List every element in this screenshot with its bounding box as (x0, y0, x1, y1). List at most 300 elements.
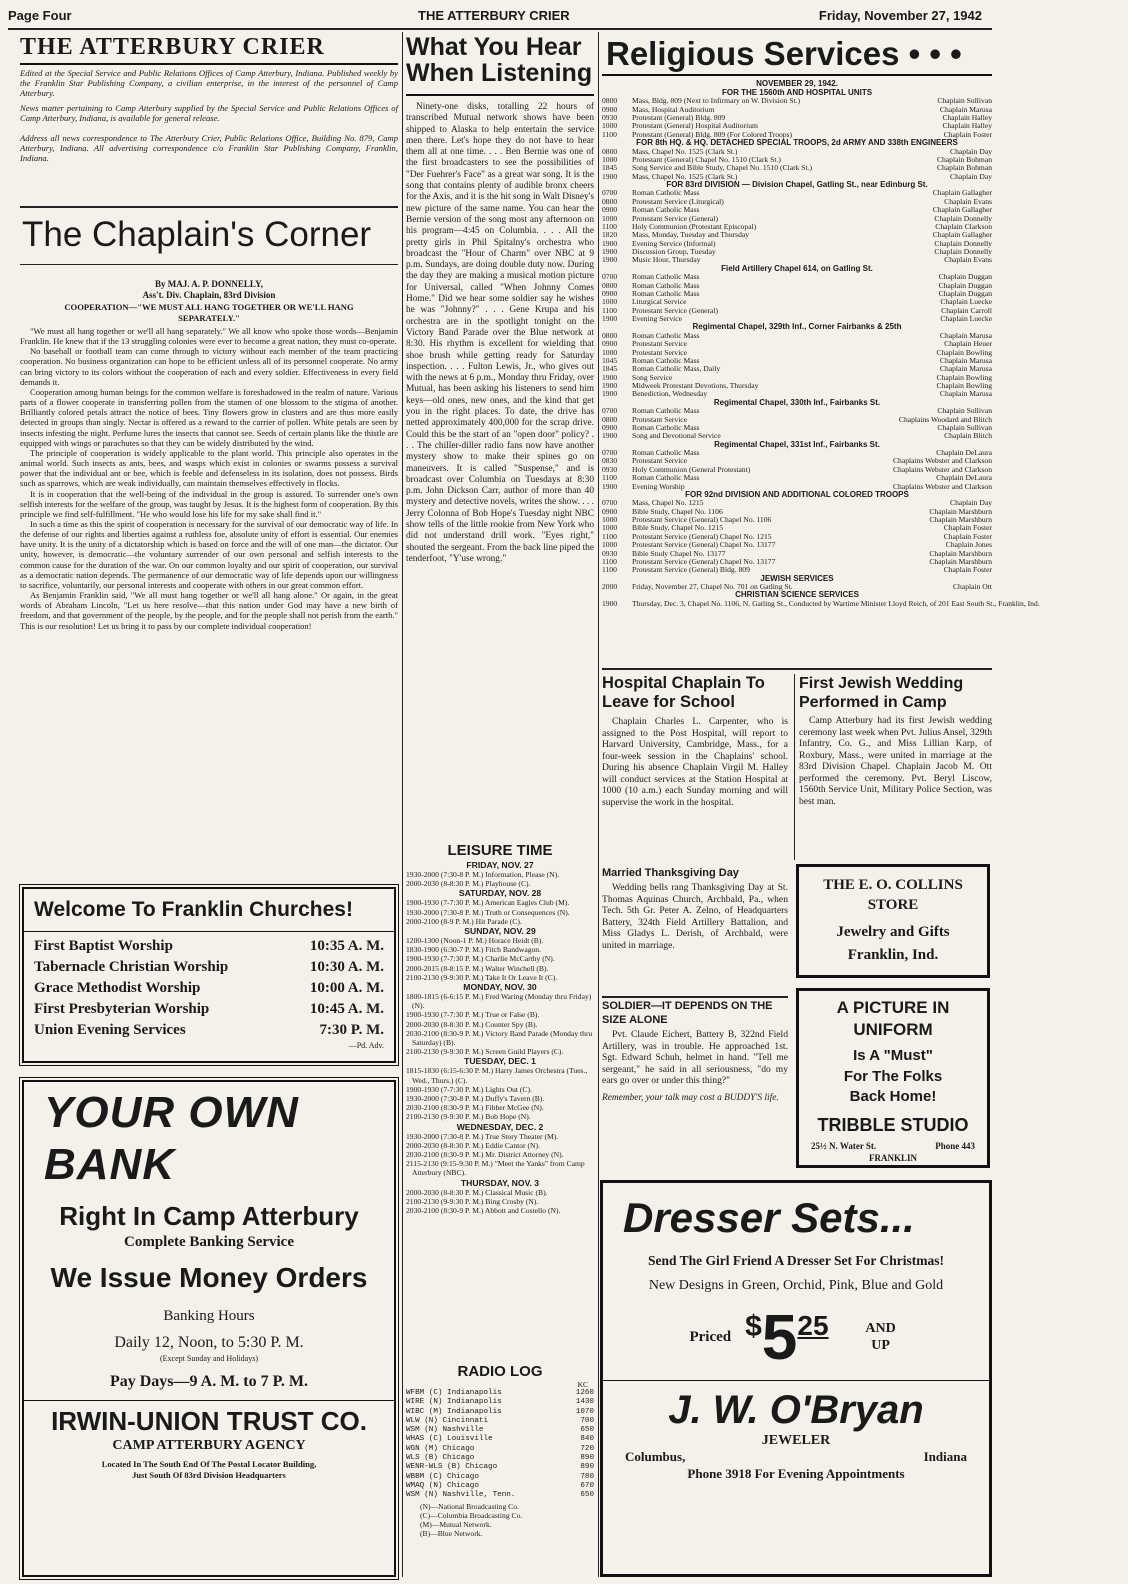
radio-station-row (406, 1454, 594, 1463)
column-rule-2 (598, 32, 599, 1577)
services-list (602, 96, 1040, 609)
radio-station-row (406, 1445, 594, 1454)
masthead-p2: News matter pertaining to Camp Atterbury supplied by the Special Service and Public Relations Offices of Camp Atterbury, Indiana, is available for general release. (20, 102, 398, 123)
service-chaplain: Chaplain Blitch (944, 431, 992, 441)
service-time: 1000 (602, 213, 618, 223)
radio-station-row (406, 1473, 594, 1482)
service-chaplain: Chaplain Donnelly (934, 238, 992, 248)
service-chaplain: Chaplain Day (950, 146, 992, 156)
service-chaplain: Chaplain Day (950, 498, 992, 508)
service-desc: Mass, Chapel No. 1215 (632, 498, 704, 508)
service-time: 1100 (602, 473, 617, 483)
service-desc: Bible Study Chapel No. 13177 (632, 548, 726, 558)
service-desc: Thursday, Dec. 3, Chapel No. 1106, N. Gatling St., Conducted by Wartime Minister Lloyd Reich, of 201 East South St., Franklin, Ind. (632, 599, 1040, 609)
service-chaplain: Chaplains Webster and Clarkson (892, 464, 992, 474)
service-chaplain: Chaplain Halley (942, 121, 992, 131)
chaplain-paragraph: "We must all hang together or we'll all hang separately." We all know who spoke those words—Benjamin Franklin. He knew that if the 13 struggling colonies were ever to become a great nation, they must co-operate. (20, 326, 398, 347)
service-chaplain: Chaplain Marshburn (929, 506, 992, 516)
radio-article (406, 34, 594, 838)
service-chaplain: Chaplain Duggan (938, 280, 992, 290)
service-time: 0930 (602, 112, 618, 122)
leisure-time (406, 842, 594, 1362)
radio-station: WIRE (N) Indianapolis (406, 1398, 502, 1407)
radio-kc-value: 720 (580, 1444, 594, 1453)
leisure-item: 2100-2130 (9-9:30 P. M.) Take It Or Leave It (C). (406, 972, 558, 982)
bank-l9: Pay Days—9 A. M. to 7 P. M. (109, 1373, 309, 1390)
service-time: 0700 (602, 272, 618, 282)
radio-log (406, 1363, 594, 1577)
bank-l8: (Except Sunday and Holidays) (160, 1354, 258, 1363)
service-time: 1900 (602, 238, 618, 248)
churches-rule (24, 931, 394, 932)
church-time: 10:45 A. M. (309, 1001, 384, 1017)
service-time: 0800 (602, 280, 618, 290)
service-chaplain: Chaplain Marusa (939, 389, 992, 399)
service-time: 1100 (602, 556, 617, 566)
service-time: 1900 (602, 246, 618, 256)
service-desc: Discussion Group, Tuesday (632, 246, 716, 256)
service-time: 1000 (602, 523, 618, 533)
service-desc: Mass, Chapel No. 1525 (Clark St.) (632, 171, 738, 181)
leisure-list (406, 860, 594, 1215)
service-chaplain: Chaplain Bowling (936, 347, 992, 357)
service-time: 1900 (602, 599, 618, 609)
leisure-item: 1930-2000 (7:30-8 P. M.) Truth or Consequences (N). (406, 907, 570, 917)
church-name: First Presbyterian Worship (34, 1001, 210, 1017)
radio-kc-value: 890 (580, 1454, 594, 1463)
service-time: 0800 (602, 146, 618, 156)
service-time: 1845 (602, 163, 618, 173)
chaplain-paragraph: The principle of cooperation is widely applicable to the plant world. This principle also operates in the animal world. Such insects as ants, bees, and wasps which exist in colonies or swarms possess a survival power that the individual ant or bee, which is feeble and defenseless in its isolation, does not possess. Birds such as sparrows, which are weak individually, can maintain themselves effectively in flocks. (20, 447, 398, 489)
service-time: 1000 (602, 540, 618, 550)
service-chaplain: Chaplain Donnelly (934, 213, 992, 223)
column-rule-1 (402, 32, 403, 1577)
radio-station: WSM (N) Nashville (406, 1426, 484, 1435)
bank-l4: Complete Banking Service (124, 1234, 294, 1250)
church-time: 7:30 P. M. (319, 1022, 384, 1038)
leisure-item: 1900-1930 (7-7:30 P. M.) True or False (B). (406, 1010, 540, 1020)
radio-kc: KC (577, 1380, 588, 1389)
leisure-headline: LEISURE TIME (447, 842, 553, 859)
radio-station-row (406, 1463, 594, 1472)
radio-station: WLS (B) Chicago (406, 1454, 475, 1463)
leisure-item: 2100-2130 (9-9:30 P. M.) Screen Guild Players (C). (406, 1047, 564, 1057)
bank-l13: Just South Of 83rd Division Headquarters (132, 1470, 286, 1480)
radio-station-row (406, 1398, 594, 1407)
leisure-item: 1815-1830 (6:15-6:30 P. M.) Harry James Orchestra (Tues., Wed., Thurs.) (C). (406, 1066, 588, 1085)
religious-units: FOR THE 1560th AND HOSPITAL UNITS (721, 87, 873, 97)
service-time: 0800 (602, 96, 618, 106)
service-desc: Protestant (General) Bldg. 809 (632, 112, 726, 122)
dresser-jeweler: JEWELER (761, 1433, 831, 1448)
service-desc: Roman Catholic Mass (632, 406, 700, 416)
dresser-phone: Phone 3918 For Evening Appointments (687, 1466, 905, 1481)
tribble-l1: A PICTURE IN UNIFORM (836, 998, 950, 1039)
service-chaplain: Chaplain Clarkson (935, 221, 992, 231)
jewish-wedding-article (794, 674, 992, 860)
service-time: 0900 (602, 205, 618, 215)
radio-station-row (406, 1426, 594, 1435)
service-chaplain: Chaplain Bowling (936, 380, 992, 390)
radio-kc-value: 840 (580, 1435, 594, 1444)
radio-kc-value: 650 (580, 1426, 594, 1435)
dresser-l2: Send The Girl Friend A Dresser Set For Christmas! (648, 1253, 944, 1268)
radio-station: WFBM (C) Indianapolis (406, 1389, 502, 1397)
service-chaplain: Chaplain Marusa (939, 104, 992, 114)
service-chaplain: Chaplain Halley (942, 112, 992, 122)
service-row (602, 599, 1040, 609)
radio-legend-line: (M)—Mutual Network. (420, 1519, 492, 1529)
leisure-item: 2030-2100 (8:30-9 P. M.) Victory Band Parade (Monday thru Saturday) (B). (406, 1028, 593, 1048)
service-time: 0800 (602, 196, 618, 206)
leisure-day: SUNDAY, NOV. 29 (464, 926, 536, 937)
religious-services (602, 34, 1040, 666)
bank-l1: YOUR OWN (44, 1088, 299, 1137)
tribble-l4: Back Home! (849, 1088, 937, 1105)
service-group-head: Regimental Chapel, 330th Inf., Fairbanks St. (713, 397, 881, 407)
hear-head-1: What You Hear (406, 33, 582, 61)
masthead-p3: Address all news correspondence to The Atterbury Crier, Public Relations Office, Building No. 879, Camp Atterbury, Indiana. All advertising correspondence c/o Franklin Star Publishing Company, Franklin, Indiana. (20, 133, 398, 164)
service-group-head: CHRISTIAN SCIENCE SERVICES (735, 590, 859, 600)
dresser-whole: 5 (761, 1301, 798, 1373)
leisure-item: 1930-2000 (7:30-8 P. M.) True Story Theater (M). (406, 1131, 559, 1141)
radio-station-row (406, 1408, 594, 1417)
masthead-title: THE ATTERBURY CRIER (20, 34, 398, 65)
dresser-name: J. W. O'Bryan (668, 1388, 924, 1432)
dresser-priced: Priced (689, 1328, 732, 1345)
radio-station: WGN (M) Chicago (406, 1444, 475, 1453)
service-chaplain (1040, 600, 1128, 608)
service-time: 0800 (602, 330, 618, 340)
church-row (34, 957, 384, 978)
service-chaplain: Chaplain Marusa (939, 364, 992, 374)
chaplain-head-rule (20, 264, 398, 265)
chaplain-article (20, 212, 398, 880)
service-group-head: FOR 8th HQ. & HQ. DETACHED SPECIAL TROOPS, 2d ARMY AND 338th ENGINEERS (636, 137, 958, 147)
leisure-item: 2000-2030 (8-8:30 P. M.) Playhouse (C). (406, 879, 531, 889)
service-time: 1000 (602, 121, 618, 131)
radio-station: WENR-WLS (B) Chicago (406, 1463, 498, 1472)
dresser-rule (603, 1380, 989, 1381)
service-desc: Evening Service (Informal) (632, 238, 716, 248)
service-chaplain: Chaplain DeLaura (936, 473, 992, 483)
service-chaplain: Chaplain Duggan (938, 272, 992, 282)
thanks-body: Wedding bells rang Thanksgiving Day at St. Thomas Aquinas Church, Archbald, Pa., when Tech. 5th Gr. Peter A. Zelno, of Headquarters Battery, 324th Field Artillery Battalion, and Miss Gladys L. Derish, of Archbald, were united in marriage. (602, 882, 788, 951)
service-desc: Protestant Service (General) Bldg. 809 (632, 565, 750, 575)
chaplain-paragraph: It is in cooperation that the well-being of the individual in the group is assured. To surrender one's own selfish interests for the welfare of the group, was taught by Jesus. It is the highest form of cooperation. By this principle we find self-fulfillment. "He who would lose his life for my sake shall find it." (20, 488, 398, 519)
service-time: 0900 (602, 422, 618, 432)
service-chaplain: Chaplain Foster (943, 565, 992, 575)
religious-headline: Religious Services • • • (602, 34, 992, 76)
service-desc: Protestant Service (General) (632, 213, 719, 223)
service-group-head: FOR 83rd DIVISION — Division Chapel, Gatling St., near Edinburg St. (666, 179, 928, 189)
leisure-item: 1830-1900 (6:30-7 P. M.) Fitch Bandwagon. (406, 945, 541, 955)
church-row (34, 936, 384, 957)
leisure-item: 1930-2000 (7:30-8 P. M.) Information, Please (N). (406, 870, 560, 879)
hear-rule (406, 94, 594, 96)
service-time: 2000 (602, 582, 618, 592)
service-time: 1845 (602, 364, 618, 374)
service-desc: Roman Catholic Mass (632, 448, 700, 458)
bank-l6: Banking Hours (163, 1308, 255, 1324)
service-chaplain: Chaplain Foster (943, 531, 992, 541)
service-chaplain: Chaplain Bohman (936, 163, 992, 173)
service-group-head: Regimental Chapel, 329th Inf., Corner Fairbanks & 25th (692, 322, 902, 332)
leisure-day: THURSDAY, NOV. 3 (460, 1177, 540, 1188)
radio-legend-line: (N)—National Broadcasting Co. (420, 1501, 519, 1511)
service-desc: Holy Communion (Protestant Episcopal) (632, 221, 757, 231)
collins-l2: Jewelry and Gifts (836, 924, 950, 940)
service-desc: Protestant Service (632, 456, 688, 466)
tribble-l8: FRANKLIN (868, 1153, 917, 1163)
service-time: 0830 (602, 456, 618, 466)
soldier-article (602, 1000, 788, 1168)
collins-head: THE E. O. COLLINS STORE (823, 877, 963, 913)
service-time: 0800 (602, 414, 618, 424)
hospital-headline: Hospital Chaplain To Leave for School (602, 674, 765, 711)
church-name: Union Evening Services (34, 1022, 186, 1038)
service-chaplain: Chaplain Bohman (936, 154, 992, 164)
bank-l5: We Issue Money Orders (50, 1262, 368, 1293)
church-row (34, 978, 384, 999)
service-desc: Roman Catholic Mass (632, 280, 700, 290)
service-desc: Friday, November 27, Chapel No. 701 on Gatling St. (632, 582, 793, 592)
tribble-l3: For The Folks (843, 1068, 943, 1085)
service-time: 0700 (602, 406, 618, 416)
service-desc: Song Service (632, 372, 673, 382)
service-time: 0930 (602, 464, 618, 474)
service-chaplain: Chaplains Woodard and Blitch (898, 414, 992, 424)
service-time: 1045 (602, 355, 618, 365)
soldier-remember: Remember, your talk may cost a BUDDY'S life. (602, 1092, 779, 1103)
churches-adv: —Pd. Adv. (348, 1041, 384, 1050)
radio-station-row (406, 1482, 594, 1491)
service-desc: Evening Service (632, 313, 682, 323)
hear-body: Ninety-one disks, totalling 22 hours of transcribed Mutual network shows have been shipped to Alaska to help entertain the service men there. Let's hope they do not have to hear them all at one time. . . . Ben Bernie was one of the first broadcasters to see the possibilities of "Der Fuehrer's Face" as a great war song. It is the song that contains plenty of audible bronx cheers for the Axis, and it is the hit song in Walt Disney's new picture of the same name. You can hear the Bernie version of the song most any afternoon on his program—4:45 on Columbia. . . . All the pretty girls in Phil Spitalny's orchestra who broadcast the "Hour of Charm" over NBC at 9 p.m. Sundays, are doing double duty now. During the day they are making a musical motion picture for Universal, called "When Johnny Comes Home." Did we hear some soldier say he wishes he was "Johnny?" . . . Gene Krupa and his orchestra are in the spotlight tonight on the Victory Band Parade over the Blue network at 8:30. His rhythm is excellent for wielding that shoe brush while getting ready for Saturday inspection. . . . Fulton Lewis, Jr., who gives out with the news at 6 p.m., Monday thru Friday, over Mutual, has been asking his listeners to send him keys—old ones, new ones, and the kind that get you in the right places. To date, the drive has netted approximately 400,000 for the scrap drive. Could this be the start of an "open door" policy? . . . The chiller-diller radio fans now have another mystery show to make their spines go on maneuvers. It is called "Suspense," and is broadcast over Columbia on Tuesdays at 8:30 p.m. John Dickson Carr, author of more than 40 mystery and detective novels, writes the show. . . . Jerry Colonna of Bob Hope's Tuesday night NBC show tells of the little rookie from New York who did not understand drill work. "Eyes right," shouted the sergeant. From the back line piped the tenderfoot, "Y'use wrong." (406, 102, 594, 564)
church-name: First Baptist Worship (34, 938, 173, 954)
dresser-head: Dresser Sets... (623, 1194, 915, 1241)
radio-headline: RADIO LOG (457, 1363, 543, 1380)
bank-l11: CAMP ATTERBURY AGENCY (112, 1438, 306, 1453)
radio-kc-value: 780 (580, 1472, 594, 1481)
collins-ad (796, 864, 990, 978)
leisure-day: SATURDAY, NOV. 28 (458, 888, 542, 899)
church-time: 10:30 A. M. (309, 959, 384, 975)
service-chaplain: Chaplain Gallagher (932, 230, 992, 240)
radio-station: WBBM (C) Chicago (406, 1472, 479, 1481)
dresser-city-row (615, 1449, 977, 1465)
dresser-dollar: $ (745, 1310, 762, 1343)
bank-l2: BANK (44, 1140, 176, 1189)
service-desc: Holy Communion (General Protestant) (632, 464, 751, 474)
leisure-item: 1800-1815 (6-6:15 P. M.) Fred Waring (Monday thru Friday) (N). (406, 992, 592, 1011)
services-rule (602, 668, 992, 670)
service-desc: Protestant Service (General) Chapel No. 13177 (632, 540, 776, 550)
service-time: 1900 (602, 380, 618, 390)
service-chaplain: Chaplain Marusa (939, 355, 992, 365)
dresser-andup: AND UP (865, 1321, 896, 1353)
chaplain-paragraph: No baseball or football team can come through to victory without each member of the team practicing cooperation. No business organization can hope to be efficient unless all of its personnel cooperate. No army can bring victory to its colors without the cooperation of each and every soldier. Effectiveness in every field demands it. (20, 346, 398, 387)
folio-line (8, 8, 988, 26)
service-desc: Protestant Service (General) (632, 305, 719, 315)
service-desc: Music Hour, Thursday (632, 255, 701, 265)
church-row (34, 999, 384, 1020)
leisure-item: 1900-1930 (7-7:30 P. M.) Charlie McCarthy (N). (406, 954, 555, 964)
radio-station-row (406, 1435, 594, 1444)
service-time: 0900 (602, 506, 618, 516)
service-desc: Song Service and Bible Study, Chapel No. 1510 (Clark St.) (632, 163, 813, 173)
service-time: 1900 (602, 481, 618, 491)
leisure-item: 2030-2100 (8:30-9 P. M.) Abbott and Costello (N). (406, 1206, 561, 1216)
service-group-head: FOR 92nd DIVISION AND ADDITIONAL COLORED TROOPS (685, 489, 909, 499)
service-desc: Midweek Protestant Devotions, Thursday (632, 380, 759, 390)
tribble-address-row (805, 1137, 981, 1151)
service-time: 0700 (602, 498, 618, 508)
service-chaplain: Chaplain Foster (943, 523, 992, 533)
tribble-l7: Phone 443 (935, 1141, 975, 1151)
service-desc: Protestant Service (632, 414, 688, 424)
service-desc: Protestant Service (General) Chapel No. 13177 (632, 556, 776, 566)
service-time: 1900 (602, 431, 618, 441)
service-chaplain: Chaplain Luecke (940, 297, 992, 307)
service-time: 1900 (602, 171, 618, 181)
leisure-day: FRIDAY, NOV. 27 (466, 860, 534, 870)
service-chaplain: Chaplain Marshburn (929, 548, 992, 558)
dresser-price-row (615, 1302, 977, 1372)
churches-ad (22, 887, 396, 1063)
leisure-day: WEDNESDAY, DEC. 2 (456, 1121, 544, 1132)
chaplain-headline: The Chaplain's Corner (22, 215, 372, 254)
service-group-head: Regimental Chapel, 331st Inf., Fairbanks St. (714, 439, 880, 449)
service-time: 1900 (602, 389, 618, 399)
service-chaplain: Chaplain Donnelly (934, 246, 992, 256)
dresser-l3: New Designs in Green, Orchid, Pink, Blue and Gold (648, 1278, 944, 1293)
service-chaplain: Chaplains Webster and Clarkson (892, 481, 992, 491)
service-desc: Evening Worship (632, 481, 685, 491)
radio-station: WHAS (C) Louisville (406, 1435, 493, 1444)
chaplain-title: Ass't. Div. Chaplain, 83rd Division (142, 290, 276, 300)
dresser-ad (600, 1180, 992, 1577)
tribble-l6: 25½ N. Water St. (811, 1141, 877, 1151)
folio-date: Friday, November 27, 1942 (818, 8, 982, 23)
service-chaplain: Chaplain Heuer (944, 339, 992, 349)
service-desc: Protestant Service (General) Chapel No. 1215 (632, 531, 772, 541)
radio-station: WSM (N) Nashville, Tenn. (406, 1491, 516, 1500)
radio-station: WLW (N) Cincinnati (406, 1416, 489, 1425)
service-time: 1000 (602, 347, 618, 357)
service-chaplain: Chaplain Duggan (938, 288, 992, 298)
service-time: 1000 (602, 297, 618, 307)
service-chaplain: Chaplain Marshburn (929, 515, 992, 525)
leisure-day: MONDAY, NOV. 30 (463, 982, 537, 993)
folio-page: Page Four (8, 8, 72, 23)
service-desc: Benediction, Wednesday (632, 389, 708, 399)
chaplain-paragraph: As Benjamin Franklin said, "We all must hang together or we'll all hang alone." Or again, in the great words of Abraham Lincoln, "Let us here resolve—that this nation under God may have a new birth of freedom, and that government of the people, by the people, and for the people shall not perish from the earth." This is our resolution! Let us bring it to pass by our complete individual cooperation! (20, 590, 398, 631)
bank-l7: Daily 12, Noon, to 5:30 P. M. (114, 1334, 304, 1351)
leisure-item: 2000-2030 (8-8:30 P. M.) Eddie Cantor (N). (406, 1140, 540, 1150)
radio-list (406, 1389, 594, 1501)
radio-kc-value: 1260 (575, 1389, 594, 1397)
leisure-item: 1900-1930 (7-7:30 P. M.) American Eagles Club (M). (406, 898, 570, 908)
service-chaplain: Chaplains Webster and Clarkson (892, 456, 992, 466)
service-desc: Mass, Bldg. 809 (Next to Infirmary on W. Division St.) (632, 96, 801, 106)
service-time: 0700 (602, 448, 618, 458)
chaplain-paragraph: Cooperation among human beings for the common welfare is foreshadowed in the realm of nature. Various parts of a flower cooperate in transferring pollen from the stamen of one blossom to the stigma of another. Brilliantly colored petals attract the notice of bees. Tiny flowers grow in clusters and are thus more easily detected in groups than singly. Nectar is offered as a reward to the carrier of pollen. White petals are seen by insects infesting the night. Perfume lures the insects that cannot see. Seeds of certain plants like the thistle are equipped with wings or parachutes so that they can be widely distributed by the wind. (20, 386, 398, 448)
religious-date: NOVEMBER 29, 1942. (756, 79, 838, 88)
church-time: 10:35 A. M. (309, 938, 384, 954)
church-name: Tabernacle Christian Worship (34, 959, 229, 975)
chaplain-paragraph: In such a time as this the spirit of cooperation is necessary for the survival of our democratic way of life. In the defense of our rights and liberties against a ruthless foe, absolute unity of effort is essential. Our enemies have unity. It is the unity of a dictatorship which is based on force and the will of one man—the dictator. Our unity, however, is democratic—the voluntary surrender of our own personal and selfish interests to the common cause for the duration of the war. On our common loyalty and our spirit of cooperation, our survival as a democratic nation depends. The permanence of our democratic way of life depends upon our willingness to sacrifice, voluntarily, our personal interests and cooperate with others in our great common effort. (20, 518, 398, 590)
radio-station-row (406, 1491, 594, 1500)
service-desc: Mass, Monday, Tuesday and Thursday (632, 230, 750, 240)
service-desc: Liturgical Service (632, 297, 687, 307)
dresser-cents: 25 (797, 1310, 829, 1341)
service-desc: Protestant Service (632, 347, 688, 357)
radio-kc-value: 1070 (575, 1407, 594, 1416)
thanks-headline: Married Thanksgiving Day (602, 867, 739, 879)
service-desc: Protestant Service (632, 339, 688, 349)
churches-headline: Welcome To Franklin Churches! (34, 898, 353, 921)
service-chaplain: Chaplain Carroll (941, 305, 992, 315)
service-time: 1100 (602, 129, 617, 139)
radio-station: WMAQ (N) Chicago (406, 1481, 479, 1490)
leisure-item: 2000-2015 (8-8:15 P. M.) Walter Winchell (B). (406, 963, 549, 973)
jewish-headline: First Jewish Wedding Performed in Camp (799, 675, 964, 711)
leisure-item: 2000-2030 (8-8:30 P. M.) Counter Spy (B). (406, 1019, 538, 1029)
bank-l12: Located In The South End Of The Postal Locator Building, (101, 1459, 317, 1469)
service-group-head: JEWISH SERVICES (760, 573, 834, 583)
jewish-body: Camp Atterbury had its first Jewish wedding ceremony last week when Pvt. Julius Ansel, 329th Infantry, Co. G., and Miss Lillian Karp, of Roxbury, Mass., were united in marriage at the 83rd Division Chapel. Chaplain Jacob M. Ott performed the ceremony. Pvt. Beryl Liscow, 1560th Service Unit, Military Police Section, was best man. (799, 715, 992, 807)
masthead-rule (20, 206, 398, 208)
service-time: 0900 (602, 104, 618, 114)
service-desc: Mass, Hospital Auditorium (632, 104, 715, 114)
leisure-item: 1200-1300 (Noon-1 P. M.) Horace Heidt (B). (406, 936, 544, 946)
leisure-item: 2030-2100 (8:30-9 P. M.) Mr. District Attorney (N). (406, 1150, 564, 1160)
service-chaplain: Chaplain Evans (944, 196, 992, 206)
service-chaplain: Chaplain Gallagher (932, 188, 992, 198)
soldier-headline: SOLDIER—IT DEPENDS ON THE SIZE ALONE (602, 1000, 773, 1026)
service-desc: Song and Devotional Service (632, 431, 721, 441)
chaplain-kicker: COOPERATION—"WE MUST ALL HANG TOGETHER OR WE'LL HANG SEPARATELY." (64, 302, 354, 323)
service-chaplain: Chaplain Gallagher (932, 205, 992, 215)
service-time: 1900 (602, 372, 618, 382)
collins-l3: Franklin, Ind. (847, 947, 939, 963)
service-desc: Roman Catholic Mass (632, 188, 700, 198)
service-desc: Bible Study, Chapel No. 1106 (632, 506, 723, 516)
service-chaplain: Chaplain Luecke (940, 313, 992, 323)
leisure-item: 2100-2130 (9-9:30 P. M.) Bob Hope (N). (406, 1112, 531, 1122)
service-desc: Mass, Chapel No. 1525 (Clark St.) (632, 146, 738, 156)
service-desc: Roman Catholic Mass (632, 355, 700, 365)
radio-legend-line: (B)—Blue Network. (420, 1529, 483, 1539)
service-desc: Protestant (General) Chapel No. 1510 (Clark St.) (632, 154, 781, 164)
church-row (34, 1020, 384, 1041)
service-chaplain: Chaplain Day (950, 171, 992, 181)
masthead-p1: Edited at the Special Service and Public Relations Offices of Camp Atterbury, Indiana. Published weekly by the Franklin Star Publishing Company, a civilian enterprise, in the interest of the personnel of Camp Atterbury. (20, 68, 398, 99)
tribble-l5: TRIBBLE STUDIO (817, 1115, 969, 1135)
service-desc: Protestant Service (General) Chapel No. 1106 (632, 515, 772, 525)
service-desc: Roman Catholic Mass (632, 330, 700, 340)
soldier-rule (602, 996, 788, 998)
radio-kc-value: 700 (580, 1416, 594, 1425)
bank-l3: Right In Camp Atterbury (59, 1201, 359, 1231)
service-chaplain: Chaplain Sullivan (937, 406, 992, 416)
service-time: 1100 (602, 531, 617, 541)
service-time: 1100 (602, 565, 617, 575)
dresser-city: Columbus, (625, 1449, 686, 1464)
tribble-ad (796, 988, 990, 1168)
dresser-state: Indiana (923, 1449, 967, 1464)
